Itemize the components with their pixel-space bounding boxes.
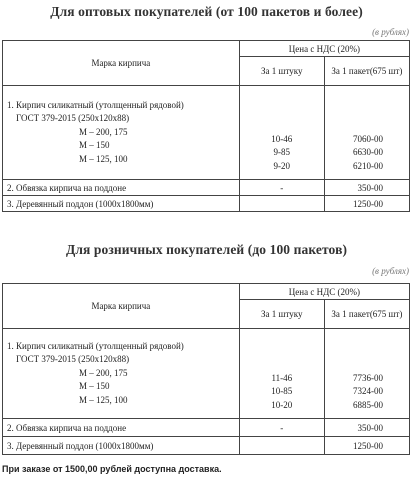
piece-price: - — [239, 180, 324, 196]
wholesale-price-table — [2, 40, 410, 212]
brand-header: Марка кирпича — [3, 284, 240, 329]
grade-label: М – 200, 175 — [79, 367, 128, 378]
table-row — [3, 86, 410, 180]
table-row — [3, 419, 410, 437]
pack-price: 6885-00 — [353, 399, 383, 410]
pack-price-cell — [324, 329, 409, 419]
pack-price: 7060-00 — [353, 133, 383, 144]
piece-price-cell — [239, 329, 324, 419]
product-standard: ГОСТ 379-2015 (250х120х88) — [16, 113, 130, 124]
piece-price: 9-85 — [273, 147, 291, 157]
product-name: 3. Деревянный поддон (1000х1800мм) — [3, 437, 240, 455]
piece-price: 10-85 — [271, 386, 293, 396]
grade-label: М – 150 — [79, 381, 110, 392]
wholesale-title: Для оптовых покупателей (от 100 пакетов и более) — [50, 4, 363, 19]
pack-price-cell — [324, 86, 409, 180]
product-name: 2. Обвязка кирпича на поддоне — [3, 180, 240, 196]
product-name: 1. Кирпич силикатный (утолщенный рядовой) — [7, 340, 184, 351]
table-row — [3, 329, 410, 419]
piece-price: 10-20 — [271, 399, 293, 410]
product-name: 2. Обвязка кирпича на поддоне — [3, 419, 240, 437]
product-name: 1. Кирпич силикатный (утолщенный рядовой) — [7, 99, 184, 110]
brand-header: Марка кирпича — [3, 41, 240, 86]
pack-price: 1250-00 — [324, 196, 409, 212]
price-vat-header: Цена с НДС (20%) — [239, 41, 409, 57]
price-vat-header: Цена с НДС (20%) — [239, 284, 409, 300]
table-row — [3, 196, 410, 212]
grade-label: М – 125, 100 — [79, 394, 128, 405]
product-name-cell — [3, 86, 240, 180]
piece-price-cell — [239, 86, 324, 180]
pack-price: 6630-00 — [353, 147, 383, 157]
pack-price: 1250-00 — [324, 437, 409, 455]
piece-price: - — [239, 419, 324, 437]
pack-price: 6210-00 — [353, 160, 383, 171]
piece-price: 10-46 — [271, 133, 293, 144]
pack-price: 350-00 — [324, 419, 409, 437]
product-name-cell — [3, 329, 240, 419]
piece-price: 11-46 — [271, 372, 293, 383]
pack-price: 350-00 — [324, 180, 409, 196]
product-name: 3. Деревянный поддон (1000х1800мм) — [3, 196, 240, 212]
table-row — [3, 437, 410, 455]
pack-price: 7324-00 — [353, 386, 383, 396]
retail-price-table — [2, 283, 410, 455]
pack-price: 7736-00 — [353, 372, 383, 383]
grade-label: М – 125, 100 — [79, 153, 128, 164]
delivery-note: При заказе от 1500,00 рублей доступна доставка. — [2, 464, 222, 474]
grade-label: М – 150 — [79, 140, 110, 151]
table-row — [3, 180, 410, 196]
per-pack-header: За 1 пакет(675 шт) — [324, 57, 409, 86]
piece-price — [239, 196, 324, 212]
per-piece-header: За 1 штуку — [239, 57, 324, 86]
per-piece-header: За 1 штуку — [239, 300, 324, 329]
grade-label: М – 200, 175 — [79, 126, 128, 137]
piece-price — [239, 437, 324, 455]
wholesale-currency-note: (в рублях) — [372, 27, 409, 37]
retail-title: Для розничных покупателей (до 100 пакетов) — [65, 242, 348, 257]
product-standard: ГОСТ 379-2015 (250х120х88) — [16, 354, 130, 365]
retail-currency-note: (в рублях) — [372, 266, 409, 276]
per-pack-header: За 1 пакет(675 шт) — [324, 300, 409, 329]
piece-price: 9-20 — [273, 160, 291, 171]
